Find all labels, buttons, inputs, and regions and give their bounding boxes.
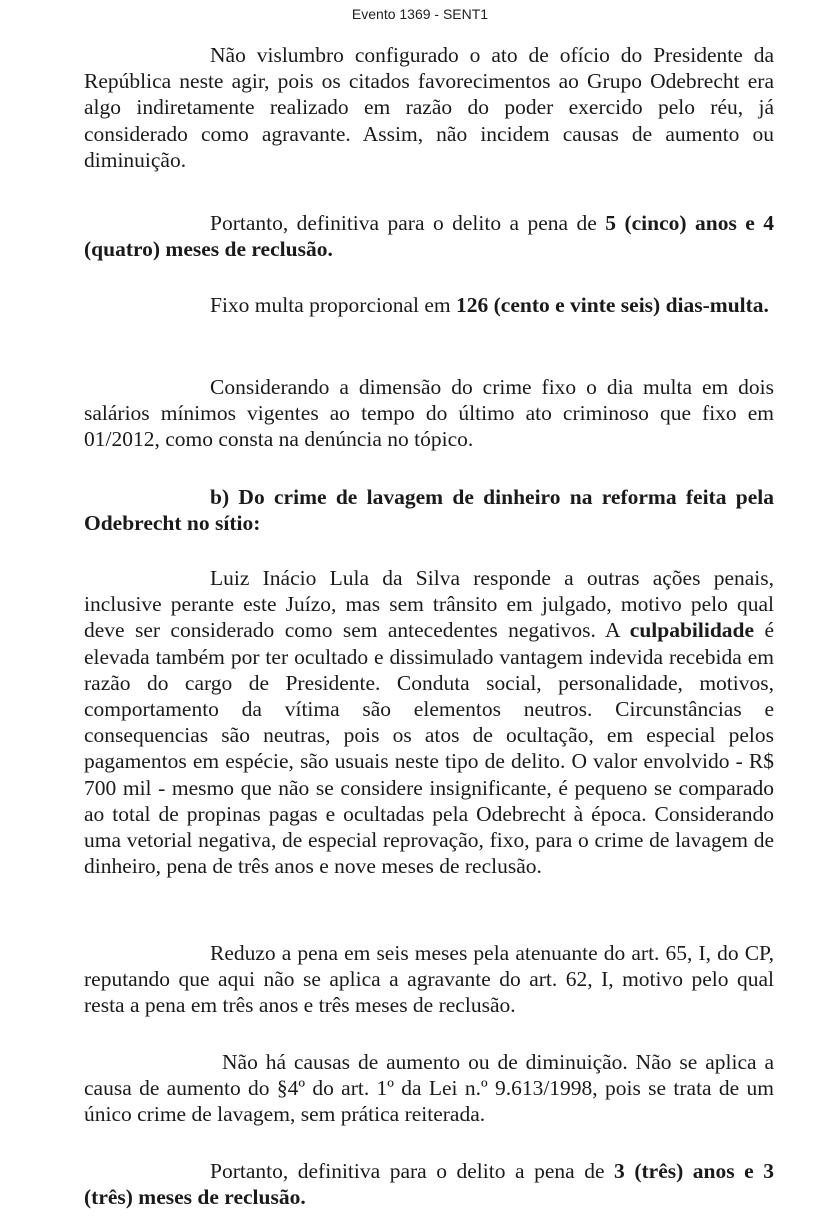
- paragraph-ato-de-oficio: [84, 42, 774, 173]
- paragraph-text: Considerando a dimensão do crime fixo o dia multa em dois salários mínimos vigentes ao tempo do último ato criminoso que fixo em 01/2012, como consta na denúncia no tópico.: [84, 375, 774, 452]
- paragraph-text: Não vislumbro configurado o ato de ofício do Presidente da República neste agir, pois os citados favorecimentos ao Grupo Odebrecht era algo indiretamente realizado em razão do poder exercido pelo réu, já considerado como agravante. Assim, não incidem causas de aumento ou diminuição.: [84, 43, 774, 172]
- paragraph-culpabilidade: [84, 565, 774, 879]
- paragraph-dia-multa: [84, 374, 774, 453]
- sentence-bold: 5 (cinco) anos e 4 (quatro) meses de reclusão.: [84, 211, 774, 262]
- paragraph-atenuante: [84, 940, 774, 1019]
- paragraph-text: Não há causas de aumento ou de diminuição. Não se aplica a causa de aumento do §4º do art. 1º da Lei n.º 9.613/1998, pois se trata de um único crime de lavagem, sem prática reiterada.: [84, 1050, 774, 1127]
- sentence-bold: 3 (três) anos e 3 (três) meses de reclusão.: [84, 1159, 774, 1210]
- paragraph-pena-definitiva-2: [84, 1158, 774, 1210]
- section-heading-b: [84, 484, 774, 536]
- paragraph-text: Fixo multa proporcional em: [210, 293, 457, 317]
- paragraph-multa: [84, 292, 774, 318]
- paragraph-text: Reduzo a pena em seis meses pela atenuante do art. 65, I, do CP, reputando que aqui não se aplica a agravante do art. 62, I, motivo pelo qual resta a pena em três anos e três meses de reclusão.: [84, 941, 774, 1018]
- paragraph-text: Portanto, definitiva para o delito a pena de: [210, 1159, 615, 1183]
- paragraph-text-end: é elevada também por ter ocultado e dissimulado vantagem indevida recebida em razão do cargo de Presidente. Conduta social, personalidade, motivos, comportamento da vítima são elementos neutros. Circunstâncias e consequencias são neutras, pois os atos de ocultação, em especial pelos pagamentos em espécie, são usuais neste tipo de delito. O valor envolvido - R$ 700 mil - mesmo que não se considere insignificante, é pequeno se comparado ao total de propinas pagas e ocultadas pela Odebrecht à época. Considerando uma vetorial negativa, de especial reprovação, fixo, para o crime de lavagem de dinheiro, pena de três anos e nove meses de reclusão.: [84, 618, 774, 879]
- paragraph-text: Luiz Inácio Lula da Silva responde a outras ações penais, inclusive perante este Juízo, mas sem trânsito em julgado, motivo pelo qual deve ser considerado como sem antecedentes negativos. A: [84, 566, 774, 643]
- paragraph-text: Portanto, definitiva para o delito a pena de: [210, 211, 606, 235]
- fine-bold: 126 (cento e vinte seis) dias-multa.: [456, 293, 769, 317]
- culpabilidade-bold: culpabilidade: [629, 618, 755, 643]
- paragraph-causas-aumento: [84, 1049, 774, 1128]
- page-header: Evento 1369 - SENT1: [351, 6, 489, 22]
- heading-text: b) Do crime de lavagem de dinheiro na reforma feita pela Odebrecht no sítio:: [84, 485, 774, 536]
- paragraph-pena-definitiva-1: [84, 210, 774, 262]
